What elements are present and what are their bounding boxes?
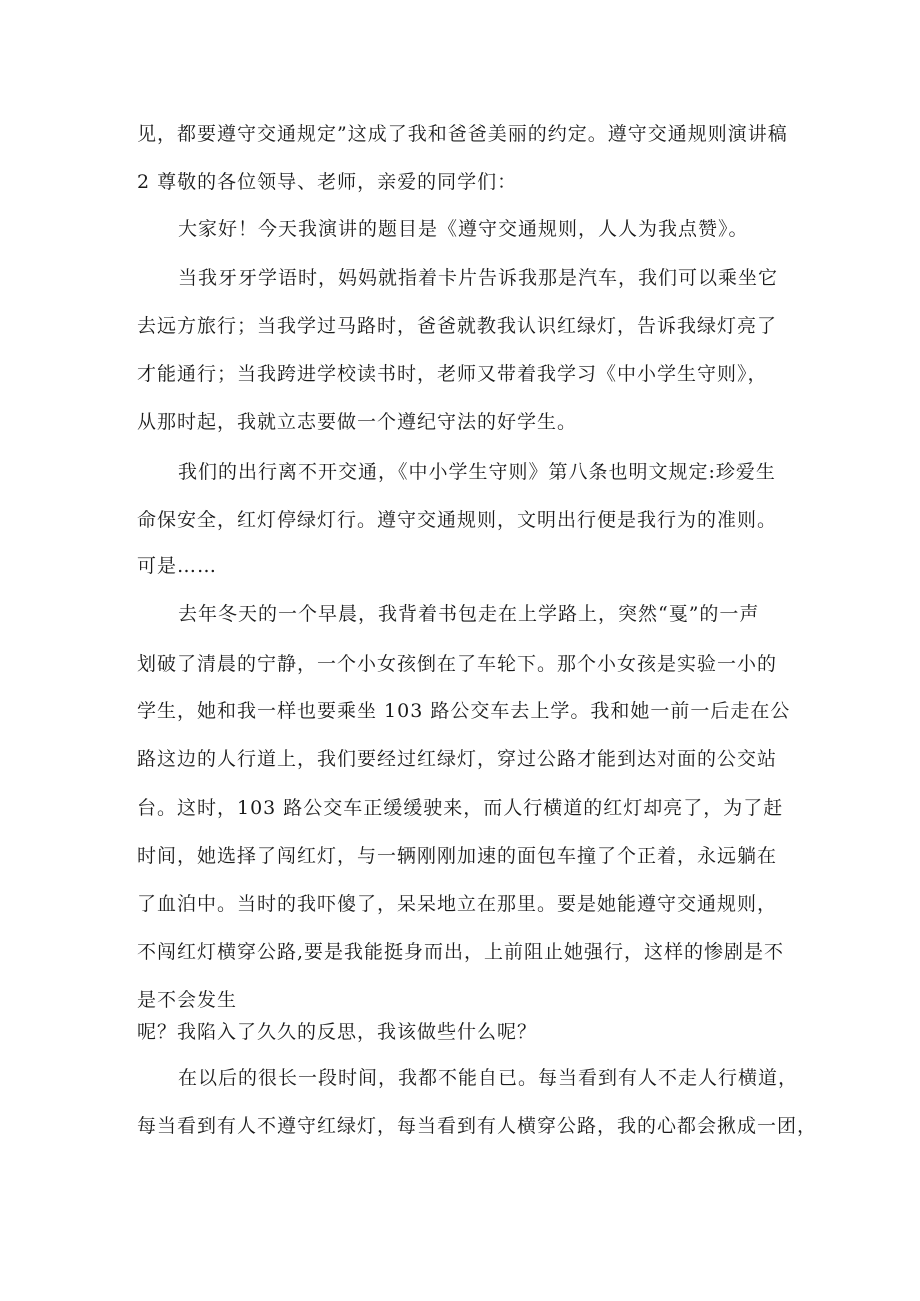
text-line: 大家好！今天我演讲的题目是《遵守交通规则，人人为我点赞》。 [178,218,749,240]
text-line: 每当看到有人不遵守红绿灯，每当看到有人横穿公路，我的心都会揪成一团， [137,1115,818,1137]
text-line: 划破了清晨的宁静，一个小女孩倒在了车轮下。那个小女孩是实验一小的 [137,653,778,675]
text-line: 是不会发生 [137,989,238,1011]
text-line: 见，都要遵守交通规定”这成了我和爸爸美丽的约定。遵守交通规则演讲稿 [137,123,788,145]
text-line: 命保安全，红灯停绿灯行。遵守交通规则，文明出行便是我行为的准则。 [137,509,778,531]
text-line: 时间，她选择了闯红灯，与一辆刚刚加速的面包车撞了个正着，永远躺在 [137,845,778,867]
text-line: 当我牙牙学语时，妈妈就指着卡片告诉我那是汽车，我们可以乘坐它 [178,267,779,289]
text-line: 2 尊敬的各位领导、老师，亲爱的同学们： [137,171,518,193]
text-line: 路这边的人行道上，我们要经过红绿灯，穿过公路才能到达对面的公交站 [137,748,778,770]
text-line: 才能通行；当我跨进学校读书时，老师又带着我学习《中小学生守则》， [137,363,768,385]
text-line: 台。这时，103 路公交车正缓缓驶来，而人行横道的红灯却亮了，为了赶 [137,797,784,819]
text-line: 了血泊中。当时的我吓傻了，呆呆地立在那里。要是她能遵守交通规则， [137,893,778,915]
text-line: 在以后的很长一段时间，我都不能自已。每当看到有人不走人行横道， [178,1067,799,1089]
text-line: 学生，她和我一样也要乘坐 103 路公交车去上学。我和她一前一后走在公 [137,700,791,722]
text-line: 我们的出行离不开交通，《中小学生守则》第八条也明文规定:珍爱生 [178,461,776,483]
text-line: 不闯红灯横穿公路,要是我能挺身而出，上前阻止她强行，这样的惨剧是不 [137,941,785,963]
text-line: 可是…… [137,555,218,577]
text-line: 呢？我陷入了久久的反思，我该做些什么呢？ [137,1021,538,1043]
text-line: 去远方旅行；当我学过马路时，爸爸就教我认识红绿灯，告诉我绿灯亮了 [137,315,778,337]
text-line: 去年冬天的一个早晨，我背着书包走在上学路上，突然“戛”的一声 [178,603,760,625]
text-line: 从那时起，我就立志要做一个遵纪守法的好学生。 [137,411,578,433]
